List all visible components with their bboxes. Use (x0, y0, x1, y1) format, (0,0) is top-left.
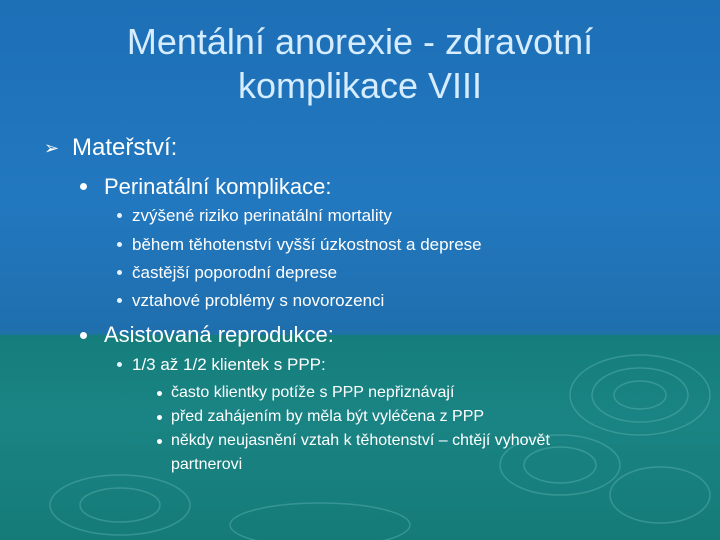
bullet-dot-icon (80, 183, 87, 190)
section-2-label: Asistovaná reprodukce: (104, 322, 334, 347)
bullet-dot-icon (80, 332, 87, 339)
bullet-dot-icon (157, 391, 162, 396)
section-2-item: někdy neujasnění vztah k těhotenství – chtějí vyhovět (171, 432, 550, 449)
section-2-item-continuation: partnerovi (171, 456, 243, 473)
slide-title (0, 20, 720, 108)
bullet-dot-icon (157, 415, 162, 420)
section-2-item: před zahájením by měla být vyléčena z PPP (171, 408, 485, 425)
bullet-dot-icon (157, 439, 162, 444)
section-2-sub: 1/3 až 1/2 klientek s PPP: (132, 355, 326, 374)
heading-materstvi: Mateřství: (72, 134, 178, 161)
bullet-small-icon (117, 270, 122, 275)
title-line-1: Mentální anorexie - zdravotní (126, 21, 594, 62)
bullet-small-icon (117, 298, 122, 303)
arrow-bullet-icon: ➢ (44, 138, 60, 158)
section-1-item: častější poporodní deprese (132, 263, 338, 282)
section-1-item: zvýšené riziko perinatální mortality (132, 206, 392, 225)
bullet-small-icon (117, 213, 122, 218)
section-1-item: během těhotenství vyšší úzkostnost a deprese (132, 235, 482, 254)
bullet-small-icon (117, 362, 122, 367)
bullet-small-icon (117, 242, 122, 247)
title-line-2: komplikace VIII (237, 65, 483, 106)
section-1-label: Perinatální komplikace: (104, 174, 332, 199)
section-1-item: vztahové problémy s novorozenci (132, 291, 385, 310)
section-2-item: často klientky potíže s PPP nepřiznávají (171, 384, 455, 401)
